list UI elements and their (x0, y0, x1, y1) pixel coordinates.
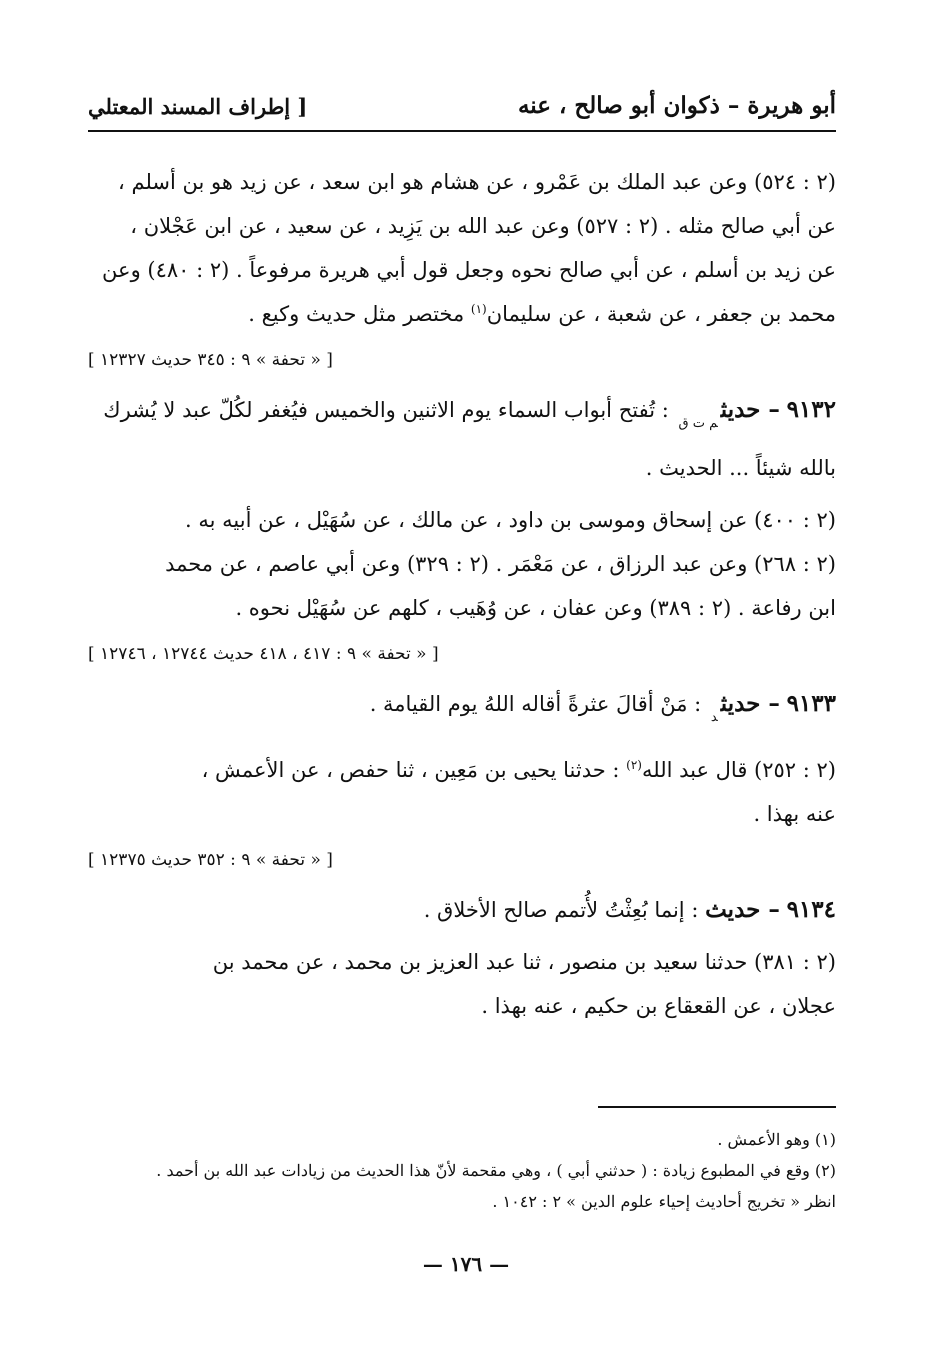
text-line (88, 748, 836, 792)
hadith-text: بالله شيئاً ... الحديث . (645, 456, 836, 480)
page-number: — ١٧٦ — (422, 1252, 510, 1276)
text-span: مختصر مثل حديث وكيع . (248, 302, 471, 326)
header-chapter-title: أبو هريرة – ذكوان أبو صالح ، عنه (517, 92, 836, 119)
text-span: (٢ : ٢٥٢) قال عبد الله (641, 758, 836, 782)
hadith-heading (88, 388, 836, 490)
text-span: محمد بن جعفر ، عن شعبة ، عن سليمان (486, 302, 836, 326)
hadith-text: : إنما بُعِثْتُ لأُتمم صالح الأخلاق . (423, 898, 699, 922)
isnad-block (88, 160, 836, 372)
text-line: عن زيد بن أسلم ، عن أبي صالح نحوه وجعل قول أبي هريرة مرفوعاً . (٢ : ٤٨٠) وعن (102, 258, 836, 282)
page-body (88, 160, 836, 1028)
hadith-entry (88, 682, 836, 872)
collection-codes: د (710, 710, 718, 725)
footnote: (٢) وقع في المطبوع زيادة : ( حدثني أبي ) ، وهي مقحمة لأنّ هذا الحديث من زيادات عبد الله بن أحمد . (156, 1161, 836, 1180)
text-line (88, 292, 836, 336)
footnotes (88, 1124, 836, 1217)
hadith-entry (88, 888, 836, 1028)
tuhfa-reference: [ « تحفة » ٩ : ٤١٧ ، ٤١٨ حديث ١٢٧٤٤ ، ١٢٧٤٦ ] (88, 644, 439, 664)
footnote-marker: (١) (470, 302, 487, 316)
hadith-text: : تُفتح أبواب السماء يوم الاثنين والخميس فيُغفر لكُلّ عبد لا يُشرك (103, 398, 669, 422)
footnote: (١) وهو الأعمش . (717, 1130, 836, 1149)
header-rule (88, 130, 836, 132)
text-span: : حدثنا يحيى بن مَعِين ، ثنا حفص ، عن الأعمش ، (201, 758, 627, 782)
hadith-text: : مَنْ أقالَ عثرةً أقاله اللهُ يوم القيامة . (369, 692, 702, 716)
hadith-label: – حديث (720, 396, 780, 423)
hadith-label: – حديث (720, 690, 780, 717)
hadith-heading (88, 888, 836, 932)
text-line: (٢ : ٢٦٨) وعن عبد الرزاق ، عن مَعْمَر . (٢ : ٣٢٩) وعن أبي عاصم ، عن محمد (165, 552, 836, 576)
text-line: (٢ : ٥٢٤) وعن عبد الملك بن عَمْرو ، عن هشام هو ابن سعد ، عن زيد هو بن أسلم ، (118, 170, 836, 194)
hadith-number: ٩١٣٢ (786, 396, 836, 423)
text-line: (٢ : ٤٠٠) عن إسحاق وموسى بن داود ، عن مالك ، عن سُهَيْل ، عن أبيه به . (185, 508, 836, 532)
hadith-entry (88, 388, 836, 666)
hadith-heading (88, 682, 836, 740)
footnote-marker: (٢) (626, 758, 642, 772)
tuhfa-reference: [ « تحفة » ٩ : ٣٥٢ حديث ١٢٣٧٥ ] (88, 850, 333, 870)
running-header (88, 88, 836, 132)
hadith-number: ٩١٣٣ (786, 690, 836, 717)
text-line: (٢ : ٣٨١) حدثنا سعيد بن منصور ، ثنا عبد العزيز بن محمد ، عن محمد بن (212, 950, 836, 974)
tuhfa-reference: [ « تحفة » ٩ : ٣٤٥ حديث ١٢٣٢٧ ] (88, 350, 333, 370)
footnote-separator (598, 1106, 836, 1108)
hadith-label: – حديث (705, 896, 780, 923)
text-line: عنه بهذا . (753, 802, 836, 826)
text-line: ابن رفاعة . (٢ : ٣٨٩) وعن عفان ، عن وُهَيب ، كلهم عن سُهَيْل نحوه . (235, 596, 836, 620)
text-line: عجلان ، عن القعقاع بن حكيم ، عنه بهذا . (481, 994, 836, 1018)
text-line: عن أبي صالح مثله . (٢ : ٥٢٧) وعن عبد الله بن يَزِيد ، عن سعيد ، عن ابن عَجْلان ، (130, 214, 836, 238)
hadith-number: ٩١٣٤ (786, 896, 836, 923)
header-book-title: [ إطراف المسند المعتلي (88, 94, 308, 119)
collection-codes: م ت ق (678, 416, 718, 431)
footnote: انظر « تخريج أحاديث إحياء علوم الدين » ٢ : ١٠٤٢ . (492, 1192, 836, 1211)
